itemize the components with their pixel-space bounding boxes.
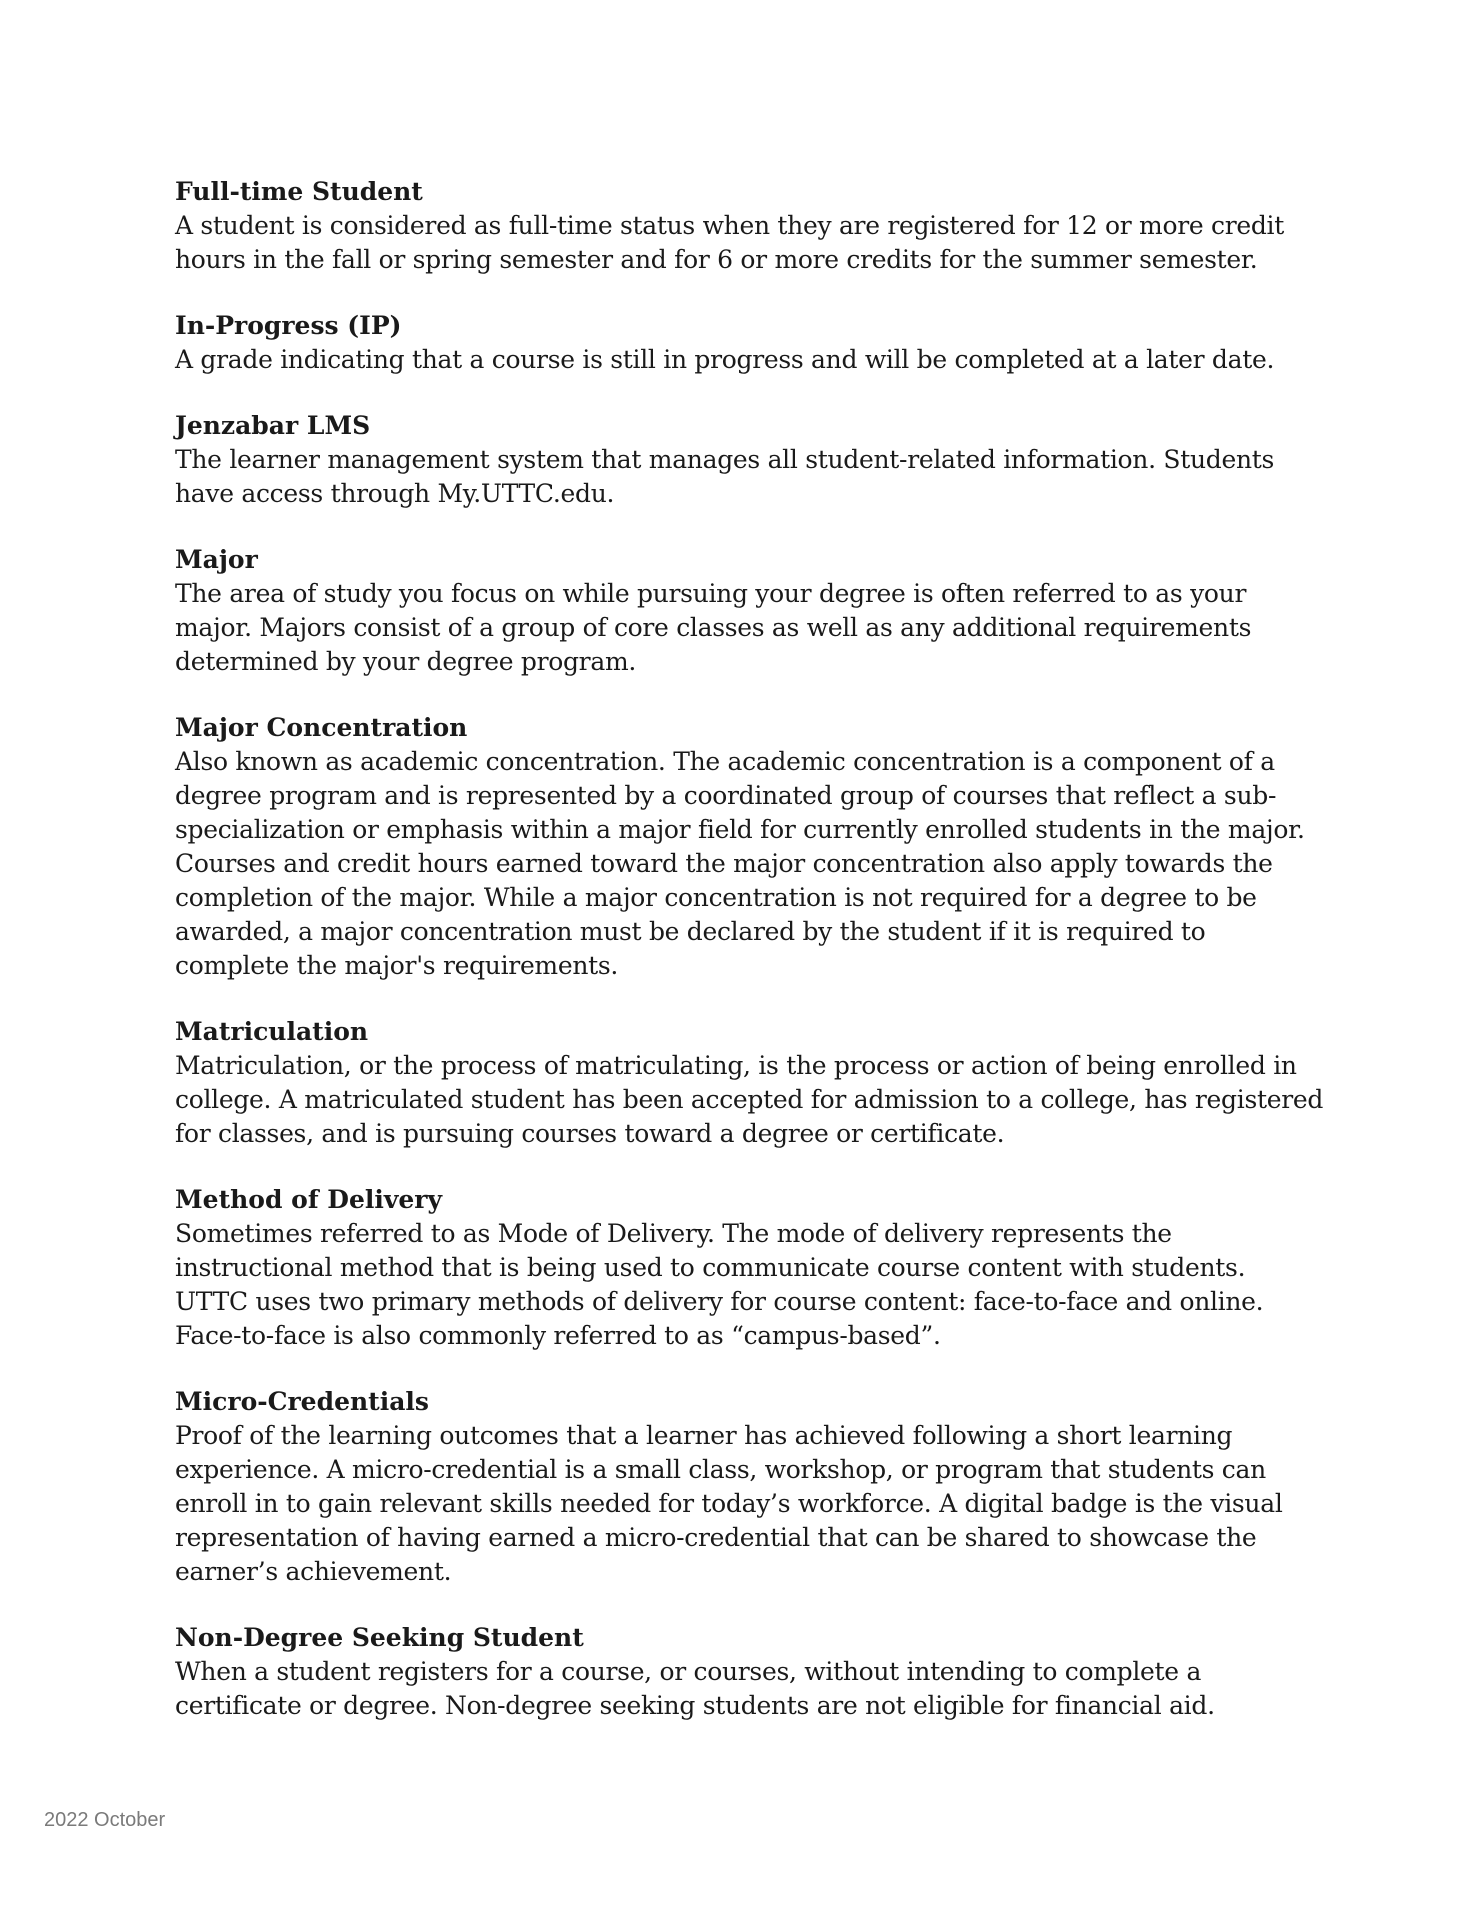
definition-line: Proof of the learning outcomes that a learner has achieved following a short learning bbox=[175, 1421, 1233, 1450]
definition-line: Also known as academic concentration. The academic concentration is a component of a bbox=[175, 747, 1275, 776]
definition-line: Face-to-face is also commonly referred to as “campus-based”. bbox=[175, 1321, 941, 1350]
definition-line: hours in the fall or spring semester and for 6 or more credits for the summer semester. bbox=[175, 245, 1258, 274]
definition-line: A student is considered as full-time status when they are registered for 12 or more credit bbox=[175, 211, 1284, 240]
glossary-definition bbox=[175, 577, 1325, 679]
glossary-term: Matriculation bbox=[175, 1017, 369, 1046]
glossary-definition bbox=[175, 1217, 1325, 1353]
glossary-entry bbox=[175, 1385, 1325, 1589]
definition-line: instructional method that is being used to communicate course content with students. bbox=[175, 1253, 1246, 1282]
glossary-term: Major Concentration bbox=[175, 713, 468, 742]
definition-line: A grade indicating that a course is still in progress and will be completed at a later date. bbox=[175, 345, 1275, 374]
glossary-entry bbox=[175, 409, 1325, 511]
glossary-term: Method of Delivery bbox=[175, 1185, 443, 1214]
glossary-term: Jenzabar LMS bbox=[175, 411, 371, 440]
definition-line: major. Majors consist of a group of core classes as well as any additional requirements bbox=[175, 613, 1252, 642]
definition-line: Courses and credit hours earned toward the major concentration also apply towards the bbox=[175, 849, 1273, 878]
definition-line: The learner management system that manages all student-related information. Students bbox=[175, 445, 1275, 474]
page-footer-date: 2022 October bbox=[44, 1809, 166, 1831]
glossary-entry bbox=[175, 1183, 1325, 1353]
definition-line: determined by your degree program. bbox=[175, 647, 636, 676]
definition-line: UTTC uses two primary methods of delivery for course content: face-to-face and online. bbox=[175, 1287, 1264, 1316]
definition-line: college. A matriculated student has been accepted for admission to a college, has registered bbox=[175, 1085, 1324, 1114]
definition-line: Sometimes referred to as Mode of Delivery. The mode of delivery represents the bbox=[175, 1219, 1172, 1248]
glossary-definition bbox=[175, 209, 1325, 277]
definition-line: The area of study you focus on while pursuing your degree is often referred to as your bbox=[175, 579, 1247, 608]
glossary-term: Full-time Student bbox=[175, 177, 423, 206]
glossary-term: Micro-Credentials bbox=[175, 1387, 429, 1416]
definition-line: experience. A micro-credential is a small class, workshop, or program that students can bbox=[175, 1455, 1266, 1484]
glossary-entry bbox=[175, 1621, 1325, 1723]
definition-line: for classes, and is pursuing courses toward a degree or certificate. bbox=[175, 1119, 1005, 1148]
glossary-term: Non-Degree Seeking Student bbox=[175, 1623, 584, 1652]
glossary-term: In-Progress (IP) bbox=[175, 311, 402, 340]
definition-line: completion of the major. While a major concentration is not required for a degree to be bbox=[175, 883, 1257, 912]
definition-line: When a student registers for a course, or courses, without intending to complete a bbox=[175, 1657, 1202, 1686]
definition-line: specialization or emphasis within a major field for currently enrolled students in the major. bbox=[175, 815, 1305, 844]
definition-line: certificate or degree. Non-degree seeking students are not eligible for financial aid. bbox=[175, 1691, 1215, 1720]
definition-line: earner’s achievement. bbox=[175, 1557, 452, 1586]
definition-line: awarded, a major concentration must be declared by the student if it is required to bbox=[175, 917, 1206, 946]
glossary-entry bbox=[175, 543, 1325, 679]
glossary-definition bbox=[175, 443, 1325, 511]
definition-line: Matriculation, or the process of matriculating, is the process or action of being enrolled in bbox=[175, 1051, 1297, 1080]
definition-line: degree program and is represented by a coordinated group of courses that reflect a sub- bbox=[175, 781, 1277, 810]
glossary-content bbox=[175, 175, 1325, 1755]
definition-line: enroll in to gain relevant skills needed for today’s workforce. A digital badge is the visual bbox=[175, 1489, 1283, 1518]
glossary-definition bbox=[175, 1049, 1325, 1151]
glossary-definition bbox=[175, 343, 1325, 377]
glossary-entry bbox=[175, 711, 1325, 983]
glossary-definition bbox=[175, 1655, 1325, 1723]
glossary-definition bbox=[175, 1419, 1325, 1589]
glossary-entry bbox=[175, 1015, 1325, 1151]
glossary-entry bbox=[175, 175, 1325, 277]
definition-line: representation of having earned a micro-credential that can be shared to showcase the bbox=[175, 1523, 1257, 1552]
glossary-definition bbox=[175, 745, 1325, 983]
glossary-entry bbox=[175, 309, 1325, 377]
definition-line: complete the major's requirements. bbox=[175, 951, 619, 980]
glossary-term: Major bbox=[175, 545, 258, 574]
definition-line: have access through My.UTTC.edu. bbox=[175, 479, 615, 508]
